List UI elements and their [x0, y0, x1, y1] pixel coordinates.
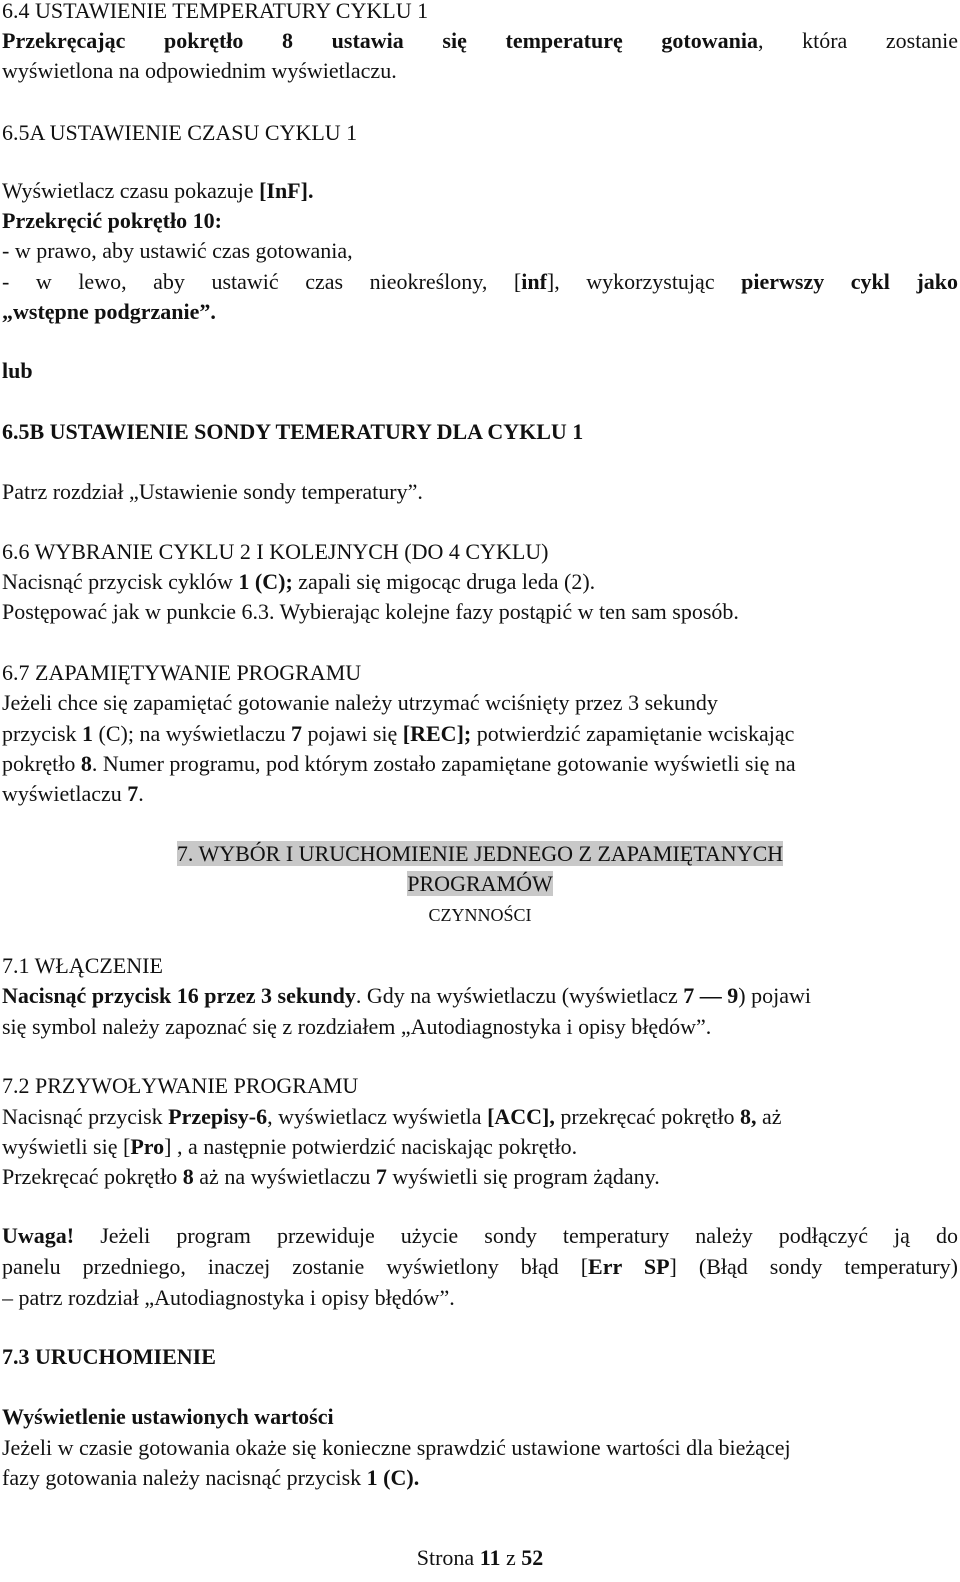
section-6-6-title: 6.6 WYBRANIE CYKLU 2 I KOLEJNYCH (DO 4 CYKLU) [2, 539, 549, 564]
section-6-5a-title: 6.5A USTAWIENIE CZASU CYKLU 1 [2, 120, 358, 145]
chapter-7-subtitle: CZYNNOŚCI [428, 905, 532, 925]
chapter-7-title-line-2: PROGRAMÓW [407, 871, 553, 896]
section-6-5a-line-1: Wyświetlacz czasu pokazuje [InF]. [2, 178, 314, 203]
section-7-1-line-2: się symbol należy zapoznać się z rozdziałem „Autodiagnostyka i opisy błędów”. [2, 1014, 712, 1039]
section-6-6-line-2: Postępować jak w punkcie 6.3. Wybierając kolejne fazy postąpić w ten sam sposób. [2, 599, 739, 624]
section-6-5a-line-2: Przekręcić pokrętło 10: [2, 208, 222, 233]
warning-line-2: panelu przedniego, inaczej zostanie wyświetlony błąd [Err SP] (Błąd sondy temperatury) [2, 1254, 958, 1279]
section-7-3-line-1: Jeżeli w czasie gotowania okaże się konieczne sprawdzić ustawione wartości dla bieżącej [2, 1435, 791, 1460]
section-6-4-line-1: Przekręcając pokrętło 8 ustawia się temperaturę gotowania, która zostanie [2, 28, 958, 53]
section-6-5a-line-5: „wstępne podgrzanie”. [2, 299, 216, 324]
section-7-3-title: 7.3 URUCHOMIENIE [2, 1344, 216, 1369]
warning-line-3: – patrz rozdział „Autodiagnostyka i opisy błędów”. [2, 1285, 455, 1310]
chapter-7-title-line-1: 7. WYBÓR I URUCHOMIENIE JEDNEGO Z ZAPAMIĘTANYCH [176, 841, 784, 866]
section-7-2-line-3: Przekręcać pokrętło 8 aż na wyświetlaczu 7 wyświetli się program żądany. [2, 1164, 660, 1189]
section-6-5b-title: 6.5B USTAWIENIE SONDY TEMERATURY DLA CYKLU 1 [2, 419, 584, 444]
section-6-5a-line-4: - w lewo, aby ustawić czas nieokreślony, [inf], wykorzystując pierwszy cykl jako [2, 269, 958, 294]
page-number-footer: Strona 11 z 52 [416, 1545, 544, 1570]
section-6-7-line-2: przycisk 1 (C); na wyświetlaczu 7 pojawi się [REC]; potwierdzić zapamiętanie wciskając [2, 721, 795, 746]
section-7-1-title: 7.1 WŁĄCZENIE [2, 953, 163, 978]
section-6-4-line-2: wyświetlona na odpowiednim wyświetlaczu. [2, 58, 397, 83]
section-7-3-line-2: fazy gotowania należy nacisnąć przycisk 1 (C). [2, 1465, 420, 1490]
section-7-2-line-1: Nacisnąć przycisk Przepisy-6, wyświetlacz wyświetla [ACC], przekręcać pokrętło 8, aż [2, 1104, 782, 1129]
section-7-1-line-1: Nacisnąć przycisk 16 przez 3 sekundy. Gdy na wyświetlaczu (wyświetlacz 7 — 9) pojawi [2, 983, 811, 1008]
section-6-5a-line-3: - w prawo, aby ustawić czas gotowania, [2, 238, 353, 263]
section-7-3-subheading: Wyświetlenie ustawionych wartości [2, 1404, 334, 1429]
section-6-5b-line-1: Patrz rozdział „Ustawienie sondy temperatury”. [2, 479, 423, 504]
section-6-7-line-1: Jeżeli chce się zapamiętać gotowanie należy utrzymać wciśnięty przez 3 sekundy [2, 690, 718, 715]
section-7-2-title: 7.2 PRZYWOŁYWANIE PROGRAMU [2, 1073, 359, 1098]
section-6-4-title: 6.4 USTAWIENIE TEMPERATURY CYKLU 1 [2, 0, 429, 23]
warning-line-1: Uwaga! Jeżeli program przewiduje użycie sondy temperatury należy podłączyć ją do [2, 1223, 958, 1248]
section-6-7-line-4: wyświetlaczu 7. [2, 781, 144, 806]
section-7-2-line-2: wyświetli się [Pro] , a następnie potwierdzić naciskając pokrętło. [2, 1134, 578, 1159]
section-6-6-line-1: Nacisnąć przycisk cyklów 1 (C); zapali się migocąc druga leda (2). [2, 569, 596, 594]
section-6-7-title: 6.7 ZAPAMIĘTYWANIE PROGRAMU [2, 660, 362, 685]
section-6-7-line-3: pokrętło 8. Numer programu, pod którym zostało zapamiętane gotowanie wyświetli się na [2, 751, 796, 776]
lub-label: lub [2, 358, 33, 383]
